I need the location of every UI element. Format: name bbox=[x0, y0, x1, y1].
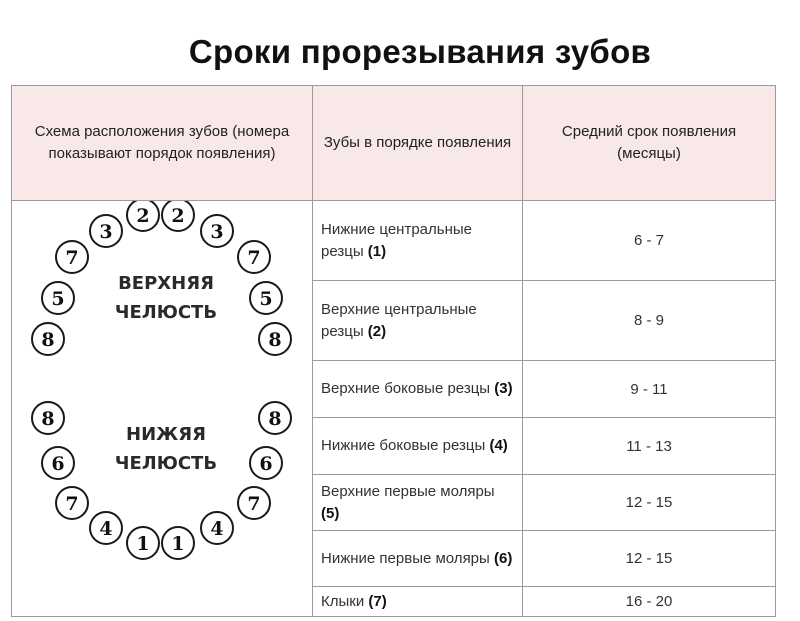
lower-tooth bbox=[162, 527, 194, 559]
tooth-name: Нижние боковые резцы (4) bbox=[313, 418, 523, 475]
tooth-months: 16 - 20 bbox=[523, 587, 776, 617]
tooth-name: Верхние боковые резцы (3) bbox=[313, 361, 523, 418]
tooth-name: Нижние центральные резцы (1) bbox=[313, 201, 523, 281]
tooth-number: 8 bbox=[268, 408, 282, 430]
upper-jaw-label: ВЕРХНЯЯ bbox=[118, 273, 214, 294]
tooth-months: 6 - 7 bbox=[523, 201, 776, 281]
upper-tooth bbox=[162, 201, 194, 231]
tooth-number: 4 bbox=[99, 518, 113, 540]
tooth-months: 12 - 15 bbox=[523, 531, 776, 587]
eruption-table bbox=[11, 85, 776, 617]
tooth-number: 3 bbox=[99, 221, 113, 243]
upper-jaw-label: ЧЕЛЮСТЬ bbox=[114, 302, 218, 323]
tooth-number: 6 bbox=[259, 453, 273, 475]
header-row bbox=[12, 86, 776, 201]
upper-tooth bbox=[127, 201, 159, 231]
tooth-number: 3 bbox=[210, 221, 224, 243]
teeth-diagram bbox=[12, 201, 313, 621]
tooth-number: 2 bbox=[136, 205, 150, 227]
lower-jaw-label: НИЖЯЯ bbox=[126, 424, 206, 445]
header-order: Зубы в порядке появления bbox=[313, 86, 523, 201]
upper-tooth bbox=[250, 282, 282, 314]
tooth-number: 4 bbox=[210, 518, 224, 540]
tooth-number: 1 bbox=[171, 533, 185, 555]
tooth-name: Верхние центральные резцы (2) bbox=[313, 281, 523, 361]
tooth-number: 7 bbox=[247, 493, 261, 515]
header-term: Средний срок появления (месяцы) bbox=[523, 86, 776, 201]
tooth-months: 9 - 11 bbox=[523, 361, 776, 418]
tooth-number: 6 bbox=[51, 453, 65, 475]
page-title: Сроки прорезывания зубов bbox=[188, 33, 652, 70]
upper-tooth bbox=[201, 215, 233, 247]
tooth-name: Нижние первые моляры (6) bbox=[313, 531, 523, 587]
tooth-number: 5 bbox=[259, 288, 273, 310]
header-scheme: Схема расположения зубов (номера показывают порядок появления) bbox=[12, 86, 313, 201]
tooth-number: 1 bbox=[136, 533, 150, 555]
lower-tooth bbox=[250, 447, 282, 479]
lower-tooth bbox=[201, 512, 233, 544]
tooth-number: 8 bbox=[268, 329, 282, 351]
tooth-months: 12 - 15 bbox=[523, 475, 776, 531]
table-row bbox=[12, 201, 776, 281]
upper-tooth bbox=[238, 241, 270, 273]
tooth-name: Клыки (7) bbox=[313, 587, 523, 617]
lower-tooth bbox=[259, 402, 291, 434]
lower-jaw-label: ЧЕЛЮСТЬ bbox=[114, 453, 218, 474]
upper-tooth bbox=[259, 323, 291, 355]
tooth-number: 7 bbox=[65, 493, 79, 515]
lower-tooth bbox=[42, 447, 74, 479]
upper-tooth bbox=[56, 241, 88, 273]
lower-tooth bbox=[127, 527, 159, 559]
tooth-number: 7 bbox=[247, 247, 261, 269]
tooth-months: 11 - 13 bbox=[523, 418, 776, 475]
teeth-diagram-cell bbox=[12, 201, 313, 617]
tooth-number: 5 bbox=[51, 288, 65, 310]
tooth-name: Верхние первые моляры (5) bbox=[313, 475, 523, 531]
upper-tooth bbox=[90, 215, 122, 247]
lower-tooth bbox=[32, 402, 64, 434]
tooth-number: 8 bbox=[41, 408, 55, 430]
tooth-number: 2 bbox=[171, 205, 185, 227]
tooth-months: 8 - 9 bbox=[523, 281, 776, 361]
upper-tooth bbox=[42, 282, 74, 314]
tooth-number: 7 bbox=[65, 247, 79, 269]
upper-tooth bbox=[32, 323, 64, 355]
tooth-number: 8 bbox=[41, 329, 55, 351]
lower-tooth bbox=[238, 487, 270, 519]
lower-tooth bbox=[56, 487, 88, 519]
lower-tooth bbox=[90, 512, 122, 544]
